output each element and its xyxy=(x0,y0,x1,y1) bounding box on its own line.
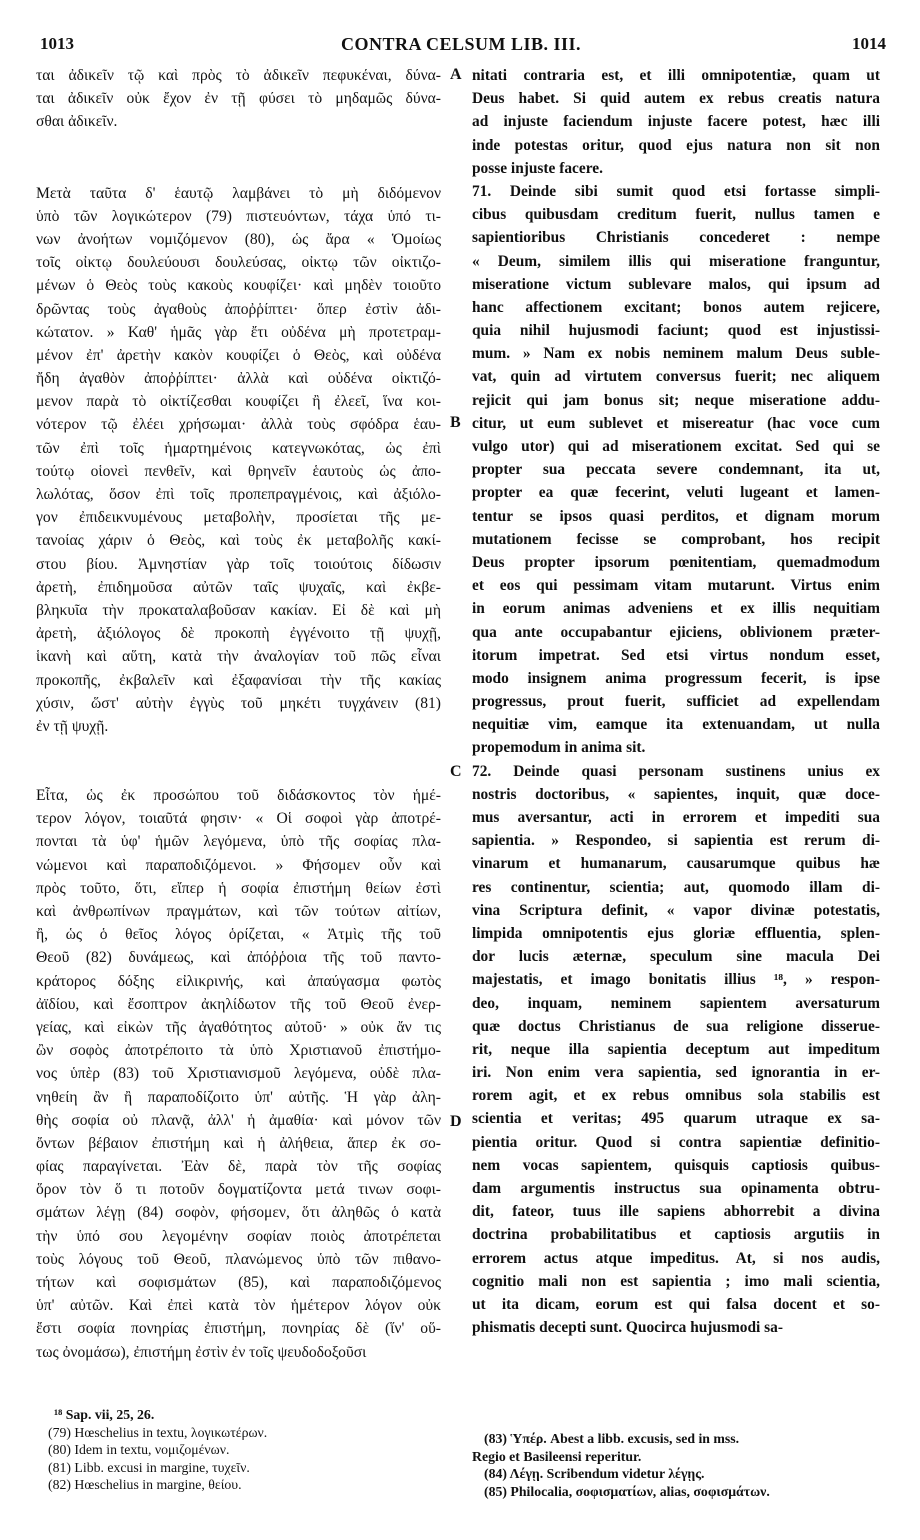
text-line: ἀρετὴ, ἐπιδημοῦσα αὐτῶν ταῖς ψυχαῖς, καὶ ἐκβε- xyxy=(36,578,441,596)
margin-marker-c: C xyxy=(450,763,462,780)
text-line: νων ἀνοήτων νομιζόμενον (80), ὡς ἄρα « Ὁμοίως xyxy=(36,230,441,248)
text-line: inde potestas oritur, quod ejus natura non sit non xyxy=(472,136,880,154)
text-line: nem vocas sapientem, quisquis captiosis quibus- xyxy=(472,1156,880,1174)
text-line: et eos qui pessimam vitam mutarunt. Virtus enim xyxy=(472,577,880,595)
text-line: vat, quin ad virtutem conversus fuerit; nec aliquem xyxy=(472,368,880,386)
text-line: τερον λόγον, τοιαῦτά φησιν· « Οἱ σοφοὶ γὰρ ἀποτρέ- xyxy=(36,810,441,828)
text-line: dor lucis æternæ, speculum sine macula Dei xyxy=(472,948,880,966)
text-line: hanc affectionem excitant; bonos autem rejicere, xyxy=(472,298,880,316)
page-number-right: 1014 xyxy=(852,34,886,53)
text-line: ται ἀδικεῖν τῷ καὶ πρὸς τὸ ἀδικεῖν πεφυκέναι, δύνα- xyxy=(36,67,441,84)
text-line: 72. Deinde quasi personam sustinens unius ex xyxy=(472,762,880,780)
text-line: ὑπὸ τῶν λογικώτερον (79) πιστευόντων, τάχα ὑπό τι- xyxy=(36,207,441,225)
text-line: sapientioribus Christianis concederet : nempe xyxy=(472,229,880,247)
text-line: itorum impetrat. Sed etsi virtus nondum esset, xyxy=(472,646,880,664)
text-line: rejicit qui jam bonus sit; neque miseratione addu- xyxy=(472,391,880,409)
text-line: γείας, καὶ εἰκὼν τῆς ἀγαθότητος αὐτοῦ· » οὐκ ἄν τις xyxy=(36,1018,441,1036)
text-line: limpida omnipotentis ejus gloriæ effluentia, splen- xyxy=(472,924,880,942)
text-line: προκοπῆς, ἐκβαλεῖν καὶ ἐξαφανίσαι τὴν τῆς κακίας xyxy=(36,671,441,689)
text-line: posse injuste facere. xyxy=(472,159,603,177)
text-line: Deus propter ipsorum pœnitentiam, quemadmodum xyxy=(472,553,880,571)
text-line: νηθείη ἂν ἢ παραποδίζοιτο ὑπ' αὐτῆς. Ἡ γὰρ ἀλη- xyxy=(36,1088,441,1106)
text-line: τως ὀνομάσω), ἐπιστήμη ἐστὶν ἐν τοῖς ψευδοδοξοῦσι xyxy=(36,1343,367,1361)
text-line: errorem actus atque impeditus. At, si nos audis, xyxy=(472,1249,880,1267)
text-line: τανοίας χάριν ὁ Θεὸς, καὶ τοὺς ἐκ μεταβολῆς κακί- xyxy=(36,532,441,550)
text-line: rorem agit, et ex rebus omnibus sola stabilis est xyxy=(472,1087,880,1105)
text-line: quia nihil hujusmodi faciunt; quod est injustissi- xyxy=(472,322,880,340)
text-line: rit, neque illa sapientia deceptum aut impeditum xyxy=(472,1040,880,1058)
text-line: scientia et veritas; 495 quarum utraque ex sa- xyxy=(472,1110,880,1128)
text-line: μενον παρὰ τὸ οἰκτίζεσθαι κουφίζει ἢ ἐλεεῖ, ἵνα κοι- xyxy=(36,393,441,411)
text-line: vulgo utor) qui ad miserationem excitat. Sed qui se xyxy=(472,438,880,455)
margin-marker-d: D xyxy=(450,1113,462,1130)
text-line: vina Scriptura definit, « vapor divinæ potestatis, xyxy=(472,901,880,919)
text-line: cibus quibusdam creditum fuerit, nullus tamen e xyxy=(472,206,880,224)
text-line: « Deum, similem illis qui miseratione franguntur, xyxy=(472,252,880,270)
text-line: phismatis decepti sunt. Quocirca hujusmodi sa- xyxy=(472,1319,783,1337)
text-line: πρὸς τοῦτο, ὅτι, εἴπερ ἡ σοφία ἐπιστήμη θείων ἐστὶ xyxy=(36,879,441,897)
text-line: τὴν ὑπό σου λεγομένην σοφίαν ποιὸς ἀποτρέπεται xyxy=(36,1227,441,1245)
text-line: ἱκανὴ καὶ αὕτη, κατὰ τὴν ἀναλογίαν τοῦ πῶς εἶναι xyxy=(36,648,441,666)
text-line: κώτατον. » Καθ' ἡμᾶς γὰρ ἔτι οὐδένα μὴ προτετραμ- xyxy=(36,323,441,341)
text-line: ἀϊδίου, καὶ ἔσοπτρον ἀκηλίδωτον τῆς τοῦ Θεοῦ ἐνερ- xyxy=(36,995,441,1013)
footnote: (79) Hœschelius in textu, λογικωτέρων. xyxy=(48,1424,268,1440)
text-line: ἔστι σοφία πονηρίας ἐπιστήμη, πονηρίας δὲ (ἵν' οὕ- xyxy=(36,1320,441,1338)
margin-marker-b: B xyxy=(450,414,461,431)
running-title: CONTRA CELSUM LIB. III. xyxy=(340,34,582,54)
footnote: (85) Philocalia, σοφισματίων, alias, σοφισμάτων. xyxy=(484,1483,770,1499)
footnote: (81) Libb. excusi in margine, τυχεῖν. xyxy=(48,1459,250,1475)
text-line: dam argumentis instructus sua opinamenta obtru- xyxy=(472,1180,880,1197)
greek-column xyxy=(36,64,441,1364)
running-header xyxy=(36,30,886,58)
text-line: propemodum in anima sit. xyxy=(472,739,646,757)
text-line: ut ita dicam, eorum est qui falsa docent et so- xyxy=(472,1295,880,1313)
text-line: res continentur, scientia; aut, quomodo illam di- xyxy=(472,878,880,896)
text-line: σμάτων λέγῃ (84) σοφὸν, φήσομεν, ὅτι ἀληθῶς ὁ κατὰ xyxy=(36,1204,441,1222)
text-line: ὅρον τὸν ὅ τι ποτοῦν δογματίζοντα μετά τινων σοφι- xyxy=(36,1181,441,1199)
text-line: μένον ἐπ' ἀρετὴν κακὸν κουφίζει ὁ Θεὸς, καὶ οὐδένα xyxy=(36,346,441,364)
text-line: τοῖς οἰκτῳ δουλεύουσι δουλεύσας, οἰκτῳ τῶν οἰκτιζο- xyxy=(36,254,441,272)
text-line: tentur se ipsos quasi perditos, et dignam morum xyxy=(472,507,880,525)
text-line: miseratione victum sublevare malos, qui ipsum ad xyxy=(472,275,880,293)
text-line: σθαι ἀδικεῖν. xyxy=(36,113,118,131)
text-line: νώμενοι καὶ παραποδιζόμενοι. » Φήσομεν οὖν καὶ xyxy=(36,856,441,874)
text-line: cognitio mali non est sapientia ; imo mali scientia, xyxy=(472,1272,880,1290)
footnote: (82) Hœschelius in margine, θείου. xyxy=(48,1477,242,1492)
text-line: 71. Deinde sibi sumit quod etsi fortasse simpli- xyxy=(472,182,880,200)
text-line: mus aversantur, acti in errorem et impediti sua xyxy=(472,809,880,826)
text-line: dit, fateor, tuus ille sapiens abhorrebit a divina xyxy=(472,1203,880,1221)
text-line: φίας παραγίνεται. Ἐὰν δὲ, παρὰ τὸν τῆς σοφίας xyxy=(36,1158,441,1176)
text-line: μένων ὁ Θεὸς τοὺς κακοὺς κουφίζει· καὶ μηδὲν τοιοῦτο xyxy=(36,277,441,295)
text-line: citur, ut eum sublevet et misereatur (hac voce cum xyxy=(472,414,880,432)
text-line: pientia oritur. Quod si contra sapientiæ definitio- xyxy=(472,1133,880,1151)
footnote: (84) Λέγῃ. Scribendum videtur λέγῃς. xyxy=(484,1466,705,1481)
text-line: θὴς σοφία οὐ πλανᾷ, ἀλλ' ἡ ἀμαθία· καὶ μόνον τῶν xyxy=(36,1111,441,1129)
text-line: propter sua peccata severe condemnant, ita ut, xyxy=(472,461,880,479)
text-line: καὶ ἀνθρωπίνων πραγμάτων, καὶ τῶν τούτων αἰτίων, xyxy=(36,903,441,920)
text-line: sapientia. » Respondeo, si sapientia est rerum di- xyxy=(472,832,880,850)
text-line: mum. » Nam ex nobis neminem malum Deus suble- xyxy=(472,345,880,363)
text-line: modo insignem anima progressum fecerit, is ipse xyxy=(472,669,880,687)
text-line: ὑπ' αὐτῶν. Καὶ ἐπεὶ κατὰ τὸν ἡμέτερον λόγον οὐκ xyxy=(36,1297,441,1315)
text-line: progressus, prout fuerit, sufficiet ad expellendam xyxy=(472,693,880,711)
text-line: ὄντων βέβαιον ἐπιστήμη καὶ ἡ ἀλήθεια, ἅπερ ἐκ σο- xyxy=(36,1134,441,1152)
margin-marker-a: A xyxy=(450,66,462,83)
text-line: mutationem fecisse se comprobant, hos recipit xyxy=(472,530,880,548)
text-line: ἤδη ἀγαθὸν ἀποῤῥίπτει· ἀλλὰ καὶ οὐδένα οἰκτιζό- xyxy=(36,370,441,388)
text-line: majestatis, et imago bonitatis illius ¹⁸, » respon- xyxy=(472,971,880,989)
text-line: ἐν τῇ ψυχῇ. xyxy=(36,717,109,735)
text-line: iri. Non enim vera sapientia, sed ignorantia in er- xyxy=(472,1064,880,1082)
latin-footnotes xyxy=(472,1430,880,1500)
footnote: Regio et Basileensi reperitur. xyxy=(472,1448,642,1464)
latin-column xyxy=(472,64,880,1339)
text-line: vinarum et humanarum, causarumque quibus hæ xyxy=(472,855,880,873)
text-line: qua ante occupabantur ejiciens, oblivionem præter- xyxy=(472,623,880,641)
text-line: ἀρετὴ, ἀξιόλογος δὲ προκοπὴ ἐγγένοιτο τῇ ψυχῇ, xyxy=(36,625,441,643)
footnote: ¹⁸ Sap. vii, 25, 26. xyxy=(54,1407,155,1422)
text-line: τῶν ἐπὶ τοῖς ἡμαρτημένοις κατεγνωκότας, ὡς ἐπὶ xyxy=(36,439,441,457)
text-line: νος ὑπὲρ (83) τοῦ Χριστιανισμοῦ λεγόμενα, οὐδὲ πλα- xyxy=(36,1065,441,1083)
latin-text xyxy=(472,64,880,1339)
text-line: Μετὰ ταῦτα δ' ἑαυτῷ λαμβάνει τὸ μὴ διδόμενον xyxy=(36,184,441,202)
text-line: nostris doctoribus, « sapientes, inquit, quæ doce- xyxy=(472,785,880,803)
text-line: ad injuste faciendum injuste facere potest, hæc illi xyxy=(472,113,880,131)
text-line: deo, inquam, neminem sapientem aversaturum xyxy=(472,994,880,1012)
text-line: βληκυῖα τὴν προκαταλαβοῦσαν κακίαν. Εἰ δὲ καὶ μὴ xyxy=(36,601,441,619)
greek-footnotes xyxy=(36,1406,441,1494)
text-line: quæ doctus Christianus de sua religione disserue- xyxy=(472,1017,880,1035)
text-line: τούτῳ οἱονεὶ πενθεῖν, καὶ θρηνεῖν ἑαυτοὺς ὡς ἀπο- xyxy=(36,462,441,480)
text-line: Deus habet. Si quid autem ex rebus creatis natura xyxy=(472,90,880,108)
text-line: κράτορος δόξης εἰλικρινής, καὶ ἀπαύγασμα φωτὸς xyxy=(36,972,441,990)
text-line: λωλότας, ὅσον ἐπὶ τοῖς προπεπραγμένοις, καὶ ἀξιόλο- xyxy=(36,486,441,503)
text-line: δρῶντας τοὺς ἀγαθοὺς ἀποῤῥίπτει· ὅπερ ἐστὶν ἀδι- xyxy=(36,300,441,318)
text-line: τοὺς λόγους τοῦ Θεοῦ, πλανώμενος ὑπὸ τῶν πιθανο- xyxy=(36,1250,441,1268)
text-line: in eorum animas adveniens et ex illis nequitiam xyxy=(472,600,880,618)
text-line: ὢν σοφὸς ἀποτρέποιτο τὰ ὑπὸ Χριστιανοῦ ἐπιστήμο- xyxy=(36,1042,441,1060)
text-line: nitati contraria est, et illi omnipotentiæ, quam ut xyxy=(472,67,880,84)
text-line: νότερον τῷ ἐλέει χρήσωμαι· ἀλλὰ τοὺς σφόδρα ἑαυ- xyxy=(36,416,441,434)
text-line: propter ea quæ fecerint, veluti lugeant et lamen- xyxy=(472,484,880,502)
greek-paragraph-1 xyxy=(36,64,441,134)
text-line: ἢ, ὡς ὁ θεῖος λόγος ὁρίζεται, « Ἀτμὶς τῆς τοῦ xyxy=(36,926,441,944)
text-line: πονται τὰ ὑφ' ἡμῶν λεγόμενα, ὑπὸ τῆς σοφίας πλα- xyxy=(36,833,441,851)
text-line: doctrina probabilitatibus et captiosis argutiis in xyxy=(472,1226,880,1244)
footnote: (83) Ὑπέρ. Abest a libb. excusis, sed in mss. xyxy=(484,1431,740,1446)
text-line: τήτων καὶ σοφισμάτων (85), καὶ παραποδιζόμενος xyxy=(36,1274,441,1291)
text-line: γον ἐπιδεικνυμένους μεταβολὴν, προσίεται τῆς με- xyxy=(36,509,441,527)
text-line: Εἶτα, ὡς ἐκ προσώπου τοῦ διδάσκοντος τὸν ἡμέ- xyxy=(36,787,441,805)
text-line: ται ἀδικεῖν οὐκ ἔχον ἐν τῇ φύσει τὸ μηδαμῶς δύνα- xyxy=(36,90,441,108)
text-line: nequitiæ vim, eamque ita extenuandam, ut nulla xyxy=(472,716,880,734)
page-number-left: 1013 xyxy=(40,34,74,53)
greek-paragraph-3 xyxy=(36,784,441,1364)
text-line: Θεοῦ (82) δυνάμεως, καὶ ἀπόῤῥοια τῆς τοῦ παντο- xyxy=(36,949,441,967)
text-line: χύσιν, ὥστ' αὐτὴν ἐγγὺς τοῦ μηκέτι τυγχάνειν (81) xyxy=(36,694,441,712)
text-line: στου βίου. Ἀμνηστίαν γὰρ τοῖς τοιούτοις δίδωσιν xyxy=(36,555,441,573)
footnote: (80) Idem in textu, νομιζομένων. xyxy=(48,1442,230,1457)
greek-paragraph-2 xyxy=(36,182,441,739)
